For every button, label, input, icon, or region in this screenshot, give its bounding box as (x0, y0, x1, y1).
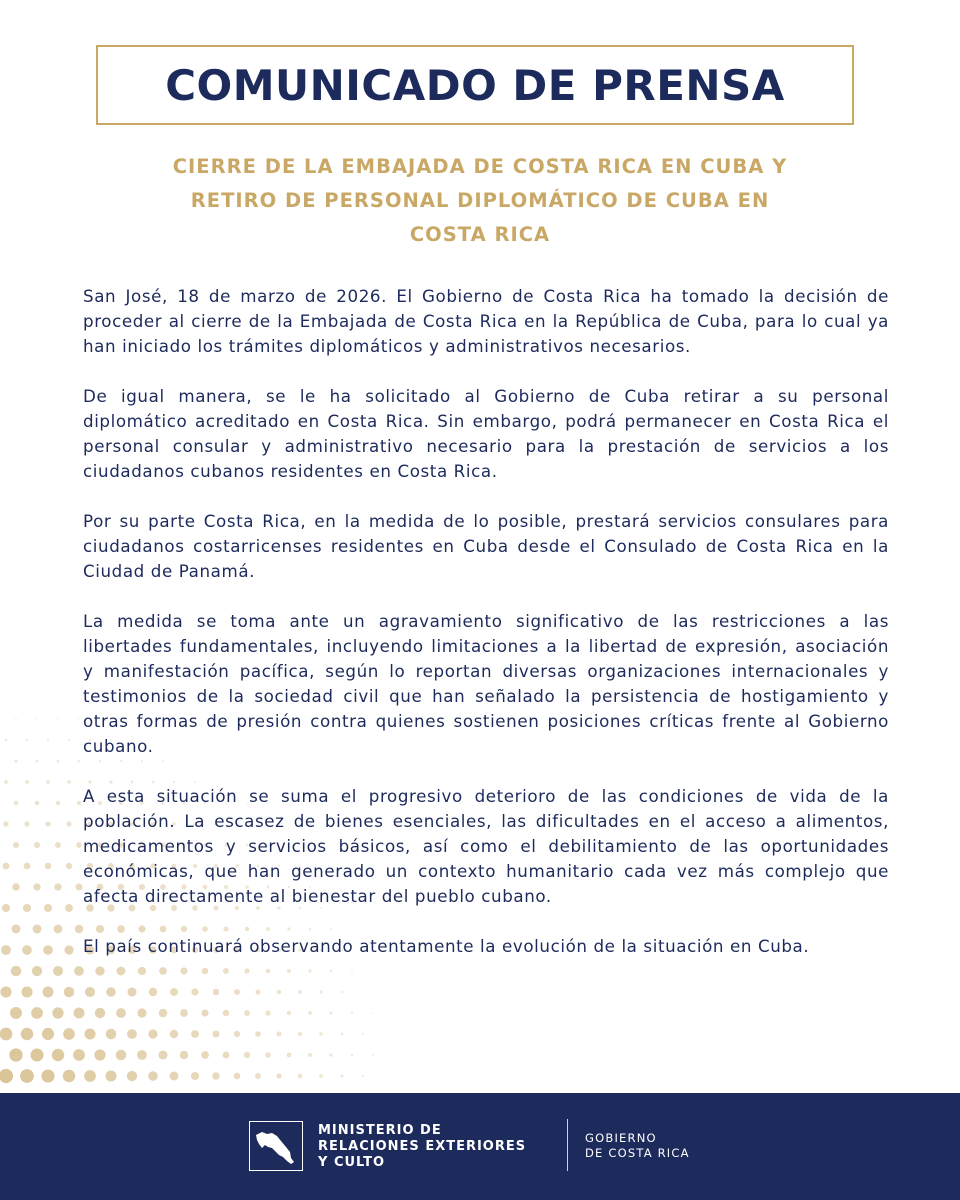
decorative-dot (383, 1033, 384, 1034)
decorative-dot (223, 1052, 230, 1059)
decorative-dot (298, 990, 302, 994)
decorative-dot (13, 842, 19, 848)
decorative-dot (127, 1029, 137, 1039)
decorative-dot (24, 821, 29, 826)
paragraph: El país continuará observando atentamente la evolución de la situación en Cuba. (83, 936, 810, 956)
decorative-dot (362, 1033, 364, 1035)
decorative-dot (255, 1031, 261, 1037)
decorative-dot (35, 759, 38, 762)
decorative-dot (26, 697, 27, 698)
decorative-dot (43, 987, 54, 998)
decorative-dot (42, 1028, 54, 1040)
ministry-name (318, 1123, 526, 1171)
decorative-dot (64, 945, 73, 954)
decorative-dot (277, 1032, 282, 1037)
decorative-dot (54, 925, 63, 934)
decorative-dot (75, 925, 83, 933)
decorative-dot (191, 1072, 199, 1080)
decorative-dot (212, 1030, 219, 1037)
decorative-dot (78, 718, 79, 719)
decorative-dot (404, 1075, 405, 1076)
decorative-dot (404, 1033, 405, 1034)
decorative-dot (5, 739, 7, 741)
decorative-dot (15, 718, 17, 720)
decorative-dot (319, 990, 322, 993)
decorative-dot (63, 1028, 75, 1040)
decorative-dot (84, 1070, 96, 1082)
decorative-dot (95, 1008, 105, 1018)
decorative-dot (351, 1054, 354, 1057)
decorative-dot (383, 1075, 385, 1077)
decorative-dot (66, 821, 71, 826)
decorative-dot (0, 1028, 12, 1041)
decorative-dot (84, 1028, 95, 1039)
decorative-dot (65, 904, 73, 912)
decorative-dot (56, 801, 60, 805)
decorative-dot (1, 945, 11, 955)
decorative-dot (170, 1030, 179, 1039)
decorative-dot (14, 801, 19, 806)
decorative-dot (404, 991, 405, 992)
footer-divider (567, 1119, 568, 1171)
decorative-dot (10, 1007, 22, 1019)
decorative-dot (265, 1052, 271, 1058)
subtitle (100, 150, 860, 252)
decorative-dot (319, 1032, 323, 1036)
decorative-dot (52, 1049, 64, 1061)
decorative-dot (191, 1030, 199, 1038)
decorative-dot (234, 989, 240, 995)
decorative-dot (43, 945, 53, 955)
decorative-dot (308, 1053, 312, 1057)
decorative-dot (137, 1008, 146, 1017)
decorative-dot (105, 1070, 116, 1081)
decorative-dot (287, 1011, 291, 1015)
decorative-dot (45, 821, 50, 826)
decorative-dot (414, 1054, 415, 1055)
subtitle-line: CIERRE DE LA EMBAJADA DE COSTA RICA EN CUBA Y (172, 155, 788, 178)
decorative-dot (57, 760, 60, 763)
paragraph: A esta situación se suma el progresivo deterioro de las condiciones de vida de la población. La escasez de bienes esenciales, las dificultades en el acceso a alimentos, medicamentos y servicios básicos, así como el debilitamiento de las oportunidades económicas, que han generado un contexto humanitario cada vez más complejo que afecta directamente al bienestar del pueblo cubano. (83, 786, 889, 906)
decorative-dot (362, 991, 364, 993)
paragraph: De igual manera, se le ha solicitado al Gobierno de Cuba retirar a su personal diplomático acreditado en Costa Rica. Sin embargo, podrá permanecer en Costa Rica el personal consular y administrativo necesario para la prestación de servicios a los ciudadanos cubanos residentes en Costa Rica. (83, 386, 889, 481)
decorative-dot (22, 945, 32, 955)
decorative-dot (63, 1070, 75, 1082)
decorative-dot (33, 883, 40, 890)
decorative-dot (340, 1074, 343, 1077)
decorative-dot (77, 801, 81, 805)
subtitle-line: RETIRO DE PERSONAL DIPLOMÁTICO DE CUBA EN (190, 189, 770, 212)
government-line: DE COSTA RICA (585, 1146, 690, 1160)
decorative-dot (372, 1012, 374, 1014)
decorative-dot (68, 739, 70, 741)
decorative-dot (223, 1010, 230, 1017)
decorative-dot (148, 1071, 158, 1081)
decorative-dot (53, 966, 63, 976)
decorative-dot (66, 863, 72, 869)
title-box (96, 45, 854, 125)
decorative-dot (85, 987, 95, 997)
decorative-dot (73, 1049, 85, 1061)
decorative-dot (372, 1054, 374, 1056)
decorative-dot (3, 821, 8, 826)
subtitle-line: COSTA RICA (409, 223, 551, 246)
government-name (585, 1131, 690, 1161)
decorative-dot (298, 1032, 302, 1036)
decorative-dot (180, 1009, 188, 1017)
decorative-dot (106, 1029, 117, 1040)
decorative-dot (5, 697, 6, 698)
decorative-dot (149, 988, 157, 996)
decorative-dot (4, 780, 8, 784)
decorative-dot (308, 1011, 312, 1015)
decorative-dot (277, 990, 282, 995)
decorative-dot (244, 1052, 250, 1058)
decorative-dot (244, 1010, 250, 1016)
decorative-dot (137, 1050, 147, 1060)
decorative-dot (36, 718, 38, 720)
decorative-dot (319, 1074, 323, 1078)
decorative-dot (34, 842, 40, 848)
decorative-dot (158, 1050, 167, 1059)
decorative-dot (201, 1051, 209, 1059)
decorative-dot (170, 1072, 179, 1081)
decorative-dot (201, 1009, 208, 1016)
decorative-dot (329, 1011, 332, 1014)
decorative-dot (287, 1053, 292, 1058)
decorative-dot (9, 1048, 22, 1061)
decorative-dot (47, 697, 48, 698)
decorative-dot (24, 863, 31, 870)
decorative-dot (47, 739, 49, 741)
decorative-dot (0, 986, 11, 997)
paragraph: La medida se toma ante un agravamiento significativo de las restricciones a las libertades fundamentales, incluyendo limitaciones a la libertad de expresión, asociación y manifestación pacífica, según lo reportan diversas organizaciones internacionales y testimonios de la sociedad civil que han señalado la persistencia de hostigamiento y otras formas de presión contra quienes sostienen posiciones críticas frente al Gobierno cubano. (83, 611, 889, 756)
decorative-dot (64, 987, 75, 998)
decorative-dot (234, 1073, 241, 1080)
decorative-dot (159, 1009, 168, 1018)
decorative-dot (12, 883, 20, 891)
decorative-dot (393, 1054, 394, 1055)
decorative-dot (55, 842, 61, 848)
decorative-dot (67, 780, 71, 784)
decorative-dot (23, 904, 31, 912)
decorative-dot (234, 1031, 240, 1037)
decorative-dot (57, 718, 59, 720)
decorative-dot (0, 1069, 13, 1083)
decorative-dot (255, 1073, 261, 1079)
decorative-dot (148, 1029, 157, 1038)
decorative-dot (44, 904, 52, 912)
decorative-dot (35, 801, 40, 806)
decorative-dot (45, 863, 52, 870)
decorative-dot (265, 1010, 270, 1015)
decorative-dot (31, 1049, 44, 1062)
decorative-dot (329, 1053, 332, 1056)
decorative-dot (127, 1071, 137, 1081)
decorative-dot (52, 1007, 63, 1018)
decorative-dot (116, 1050, 127, 1061)
decorative-dot (74, 1008, 85, 1019)
ministry-line: Y CULTO (318, 1155, 386, 1170)
decorative-dot (11, 966, 21, 976)
decorative-dot (191, 988, 198, 995)
decorative-dot (31, 1007, 43, 1019)
ministry-line: MINISTERIO DE (318, 1123, 442, 1138)
decorative-dot (33, 925, 42, 934)
decorative-dot (32, 966, 42, 976)
decorative-dot (21, 1028, 34, 1041)
decorative-dot (213, 989, 220, 996)
decorative-dot (75, 883, 82, 890)
decorative-dot (14, 759, 17, 762)
decorative-dot (46, 780, 50, 784)
decorative-dot (393, 1012, 394, 1013)
decorative-dot (383, 991, 384, 992)
decorative-dot (20, 1069, 34, 1083)
decorative-dot (116, 1008, 126, 1018)
decorative-dot (341, 1033, 344, 1036)
decorative-dot (3, 863, 10, 870)
decorative-dot (41, 1069, 54, 1082)
decorative-dot (362, 1075, 364, 1077)
government-line: GOBIERNO (585, 1131, 657, 1145)
decorative-dot (170, 988, 178, 996)
decorative-dot (180, 1051, 188, 1059)
press-release-body (83, 284, 889, 984)
decorative-dot (21, 986, 32, 997)
decorative-dot (78, 760, 81, 763)
decorative-dot (255, 989, 260, 994)
decorative-dot (276, 1073, 281, 1078)
page-title: COMUNICADO DE PRENSA (165, 60, 785, 110)
decorative-dot (54, 883, 61, 890)
decorative-dot (26, 739, 28, 741)
paragraph: San José, 18 de marzo de 2026. El Gobierno de Costa Rica ha tomado la decisión de proceder al cierre de la Embajada de Costa Rica en la República de Cuba, para lo cual ya han iniciado los trámites diplomáticos y administrativos necesarios. (83, 286, 889, 356)
decorative-dot (94, 1049, 105, 1060)
decorative-dot (127, 987, 136, 996)
paragraph: Por su parte Costa Rica, en la medida de lo posible, prestará servicios consulares para ciudadanos costarricenses residentes en Cuba desde el Consulado de Costa Rica en la Ciudad de Panamá. (83, 511, 889, 581)
decorative-dot (68, 697, 69, 698)
footer-bar (0, 1093, 960, 1200)
decorative-dot (25, 780, 29, 784)
decorative-dot (351, 1012, 353, 1014)
costa-rica-map-icon (249, 1121, 303, 1171)
decorative-dot (341, 991, 343, 993)
decorative-dot (12, 925, 21, 934)
decorative-dot (298, 1074, 303, 1079)
decorative-dot (76, 842, 82, 848)
ministry-line: RELACIONES EXTERIORES (318, 1139, 527, 1154)
decorative-dot (106, 987, 116, 997)
decorative-dot (2, 904, 10, 912)
decorative-dot (212, 1072, 219, 1079)
